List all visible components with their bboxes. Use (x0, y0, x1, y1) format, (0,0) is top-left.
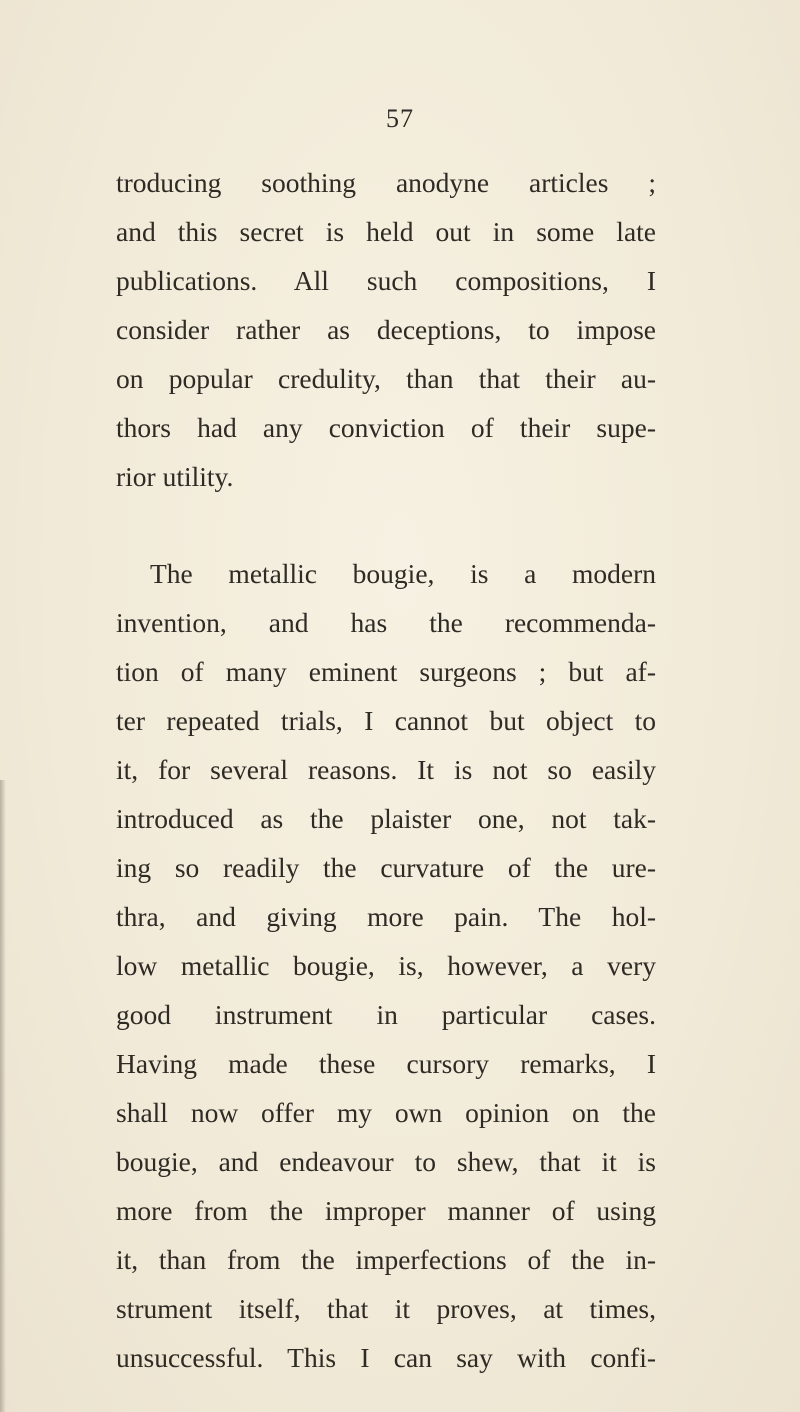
text-line: bougie, and endeavour to shew, that it is (116, 1146, 656, 1177)
paragraph-gap (116, 501, 656, 549)
text-line: it, than from the imperfections of the in- (116, 1244, 656, 1275)
text-line: more from the improper manner of using (116, 1195, 656, 1226)
page-binding-shadow (0, 780, 6, 1412)
text-line: shall now offer my own opinion on the (116, 1097, 656, 1128)
text-line: ter repeated trials, I cannot but object to (116, 705, 656, 736)
text-line: it, for several reasons. It is not so easily (116, 754, 656, 785)
text-line: thors had any conviction of their supe- (116, 412, 656, 443)
text-line: and this secret is held out in some late (116, 216, 656, 247)
text-line: good instrument in particular cases. (116, 999, 656, 1030)
page-number: 57 (386, 104, 414, 133)
text-line: consider rather as deceptions, to impose (116, 314, 656, 345)
text-line: unsuccessful. This I can say with confi- (116, 1342, 656, 1373)
text-line: Having made these cursory remarks, I (116, 1048, 656, 1079)
body-text (116, 158, 656, 1382)
text-line: invention, and has the recommenda- (116, 607, 656, 638)
text-line: thra, and giving more pain. The hol- (116, 901, 656, 932)
text-line: on popular credulity, than that their au- (116, 363, 656, 394)
text-line: troducing soothing anodyne articles ; (116, 167, 656, 198)
text-line: rior utility. (116, 461, 234, 492)
text-line: ing so readily the curvature of the ure- (116, 852, 656, 883)
text-line: tion of many eminent surgeons ; but af- (116, 656, 656, 687)
text-line: strument itself, that it proves, at times, (116, 1293, 656, 1324)
text-line: publications. All such compositions, I (116, 265, 656, 296)
text-line: The metallic bougie, is a modern (150, 558, 656, 589)
text-line: low metallic bougie, is, however, a very (116, 950, 656, 981)
text-line: introduced as the plaister one, not tak- (116, 803, 656, 834)
